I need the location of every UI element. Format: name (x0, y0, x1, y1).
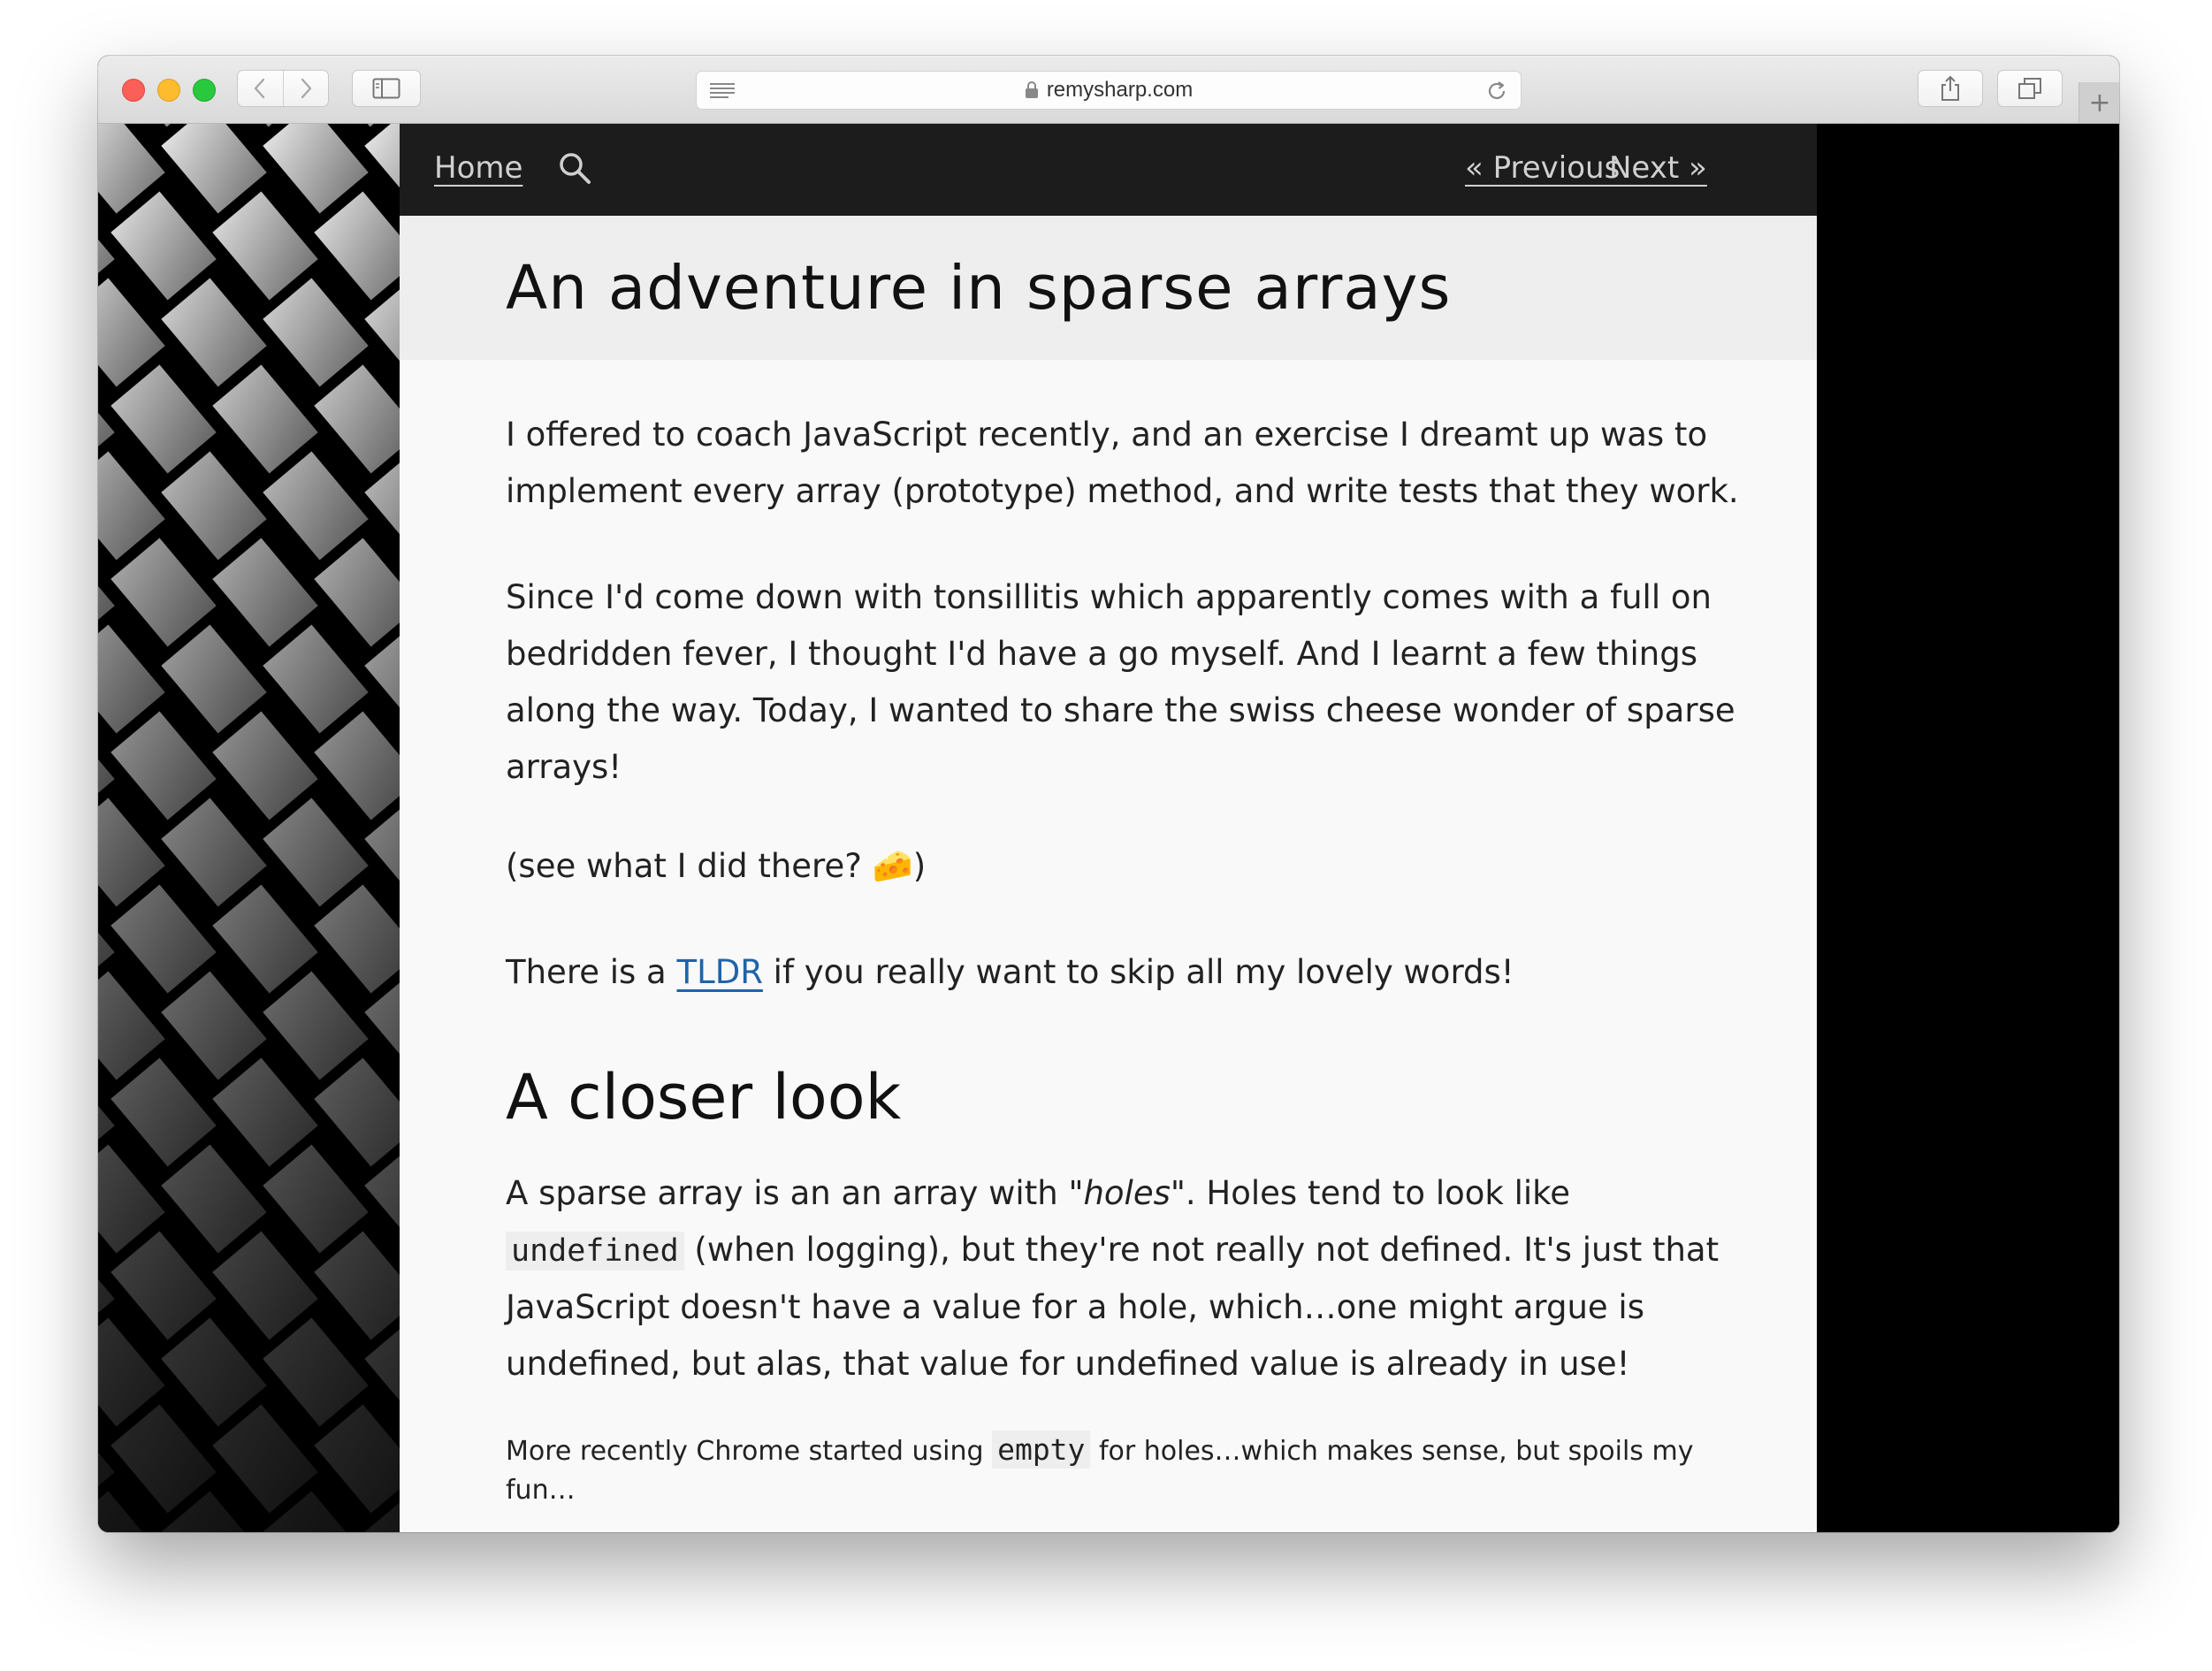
reader-icon[interactable] (709, 81, 736, 104)
tldr-link[interactable]: TLDR (676, 953, 763, 991)
inline-code: undefined (506, 1232, 684, 1270)
emphasis: "holes" (1068, 1174, 1186, 1212)
paragraph-text: (when logging), but they're not really not defined. It's just that JavaScript doesn't have a value for a hole, which…one might argue is undefined, but alas, that value for undefined value is already in use! (506, 1231, 1720, 1383)
decorative-pattern (98, 124, 400, 1532)
paragraph (506, 838, 926, 895)
pattern-square (161, 972, 266, 1080)
pattern-square (314, 1405, 400, 1514)
paragraph (506, 1431, 1743, 1510)
pattern-square (111, 1405, 216, 1514)
zoom-window-button[interactable] (193, 79, 216, 102)
paragraph-text: A sparse array is an an array with (506, 1174, 1069, 1212)
article-column (400, 124, 1817, 1532)
pattern-square (111, 365, 216, 474)
title-band (400, 216, 1817, 360)
pattern-square (161, 625, 266, 734)
paragraph-text: ) (912, 847, 927, 885)
cheese-emoji: 🧀 (872, 847, 913, 885)
pattern-square (314, 712, 400, 820)
pattern-square (111, 538, 216, 647)
minimize-window-button[interactable] (157, 79, 180, 102)
back-button[interactable] (238, 71, 283, 106)
pattern-square (263, 798, 368, 907)
plus-icon: + (2088, 87, 2111, 118)
pattern-square (263, 625, 368, 734)
pattern-square (212, 885, 317, 994)
pattern-square (161, 278, 266, 387)
pattern-square (161, 1318, 266, 1427)
pattern-square (161, 452, 266, 561)
home-link[interactable]: Home (434, 150, 523, 186)
paragraph-text: There is a (506, 953, 677, 991)
back-forward-group (237, 70, 329, 107)
url-text: remysharp.com (1046, 78, 1194, 102)
pattern-square (212, 192, 317, 301)
pattern-square (212, 712, 317, 820)
address-bar[interactable] (696, 71, 1522, 110)
next-post-link[interactable]: Next » (1609, 150, 1707, 186)
pattern-square (111, 1058, 216, 1167)
section-heading: A closer look (506, 1061, 902, 1133)
forward-button[interactable] (283, 71, 329, 106)
pattern-square (314, 885, 400, 994)
paragraph-text: More recently Chrome started using (506, 1436, 993, 1467)
paragraph-text: for holes…which makes sense, but spoils my fun… (506, 1436, 1694, 1506)
browser-window (98, 56, 2119, 1532)
new-tab-button[interactable] (2079, 82, 2119, 123)
show-tabs-button[interactable] (1997, 70, 2063, 107)
share-button[interactable] (1918, 70, 1983, 107)
pattern-square (212, 1232, 317, 1340)
browser-toolbar (98, 56, 2119, 124)
sidebar-button[interactable] (352, 70, 421, 107)
pattern-square (263, 1318, 368, 1427)
pattern-square (263, 972, 368, 1080)
share-icon (1939, 75, 1962, 102)
pattern-square (111, 1232, 216, 1340)
tabs-icon (2017, 77, 2042, 100)
pattern-square (161, 798, 266, 907)
pattern-square (111, 192, 216, 301)
pattern-square (314, 538, 400, 647)
sidebar-icon (372, 78, 400, 99)
paragraph-text: if you really want to skip all my lovely words! (762, 953, 1514, 991)
paragraph (506, 944, 1514, 1001)
paragraph (506, 1165, 1743, 1392)
paragraph: Since I'd come down with tonsillitis which apparently comes with a full on bedridden fever, I thought I'd have a go myself. And I learnt a few things along the way. Today, I wanted to share the swiss cheese wonder of sparse arrays! (506, 578, 1735, 786)
pattern-square (212, 1405, 317, 1514)
inline-code: empty (992, 1431, 1090, 1469)
search-icon[interactable] (557, 150, 592, 189)
right-background (1817, 124, 2119, 1532)
site-navigation (400, 124, 1817, 216)
page-viewport (98, 124, 2119, 1532)
close-window-button[interactable] (122, 79, 145, 102)
page-title: An adventure in sparse arrays (506, 253, 1452, 324)
lock-icon (1025, 81, 1039, 99)
pattern-square (263, 1145, 368, 1254)
pattern-square (263, 452, 368, 561)
pattern-square (263, 278, 368, 387)
paragraph-text: (see what I did there? (506, 847, 873, 885)
paragraph: I offered to coach JavaScript recently, and an exercise I dreamt up was to implement every array (prototype) method, and write tests that they work. (506, 416, 1739, 510)
pattern-square (161, 1145, 266, 1254)
pattern-square (111, 712, 216, 820)
pattern-square (212, 1058, 317, 1167)
chevron-left-icon (253, 77, 267, 100)
pattern-square (314, 192, 400, 301)
pattern-square (212, 365, 317, 474)
pattern-square (111, 885, 216, 994)
url-display (1025, 78, 1193, 103)
chevron-right-icon (299, 77, 313, 100)
pattern-square (212, 538, 317, 647)
pattern-square (314, 1232, 400, 1340)
paragraph-text: . Holes tend to look like (1185, 1174, 1571, 1212)
pattern-square (314, 1058, 400, 1167)
previous-post-link[interactable]: « Previous (1465, 150, 1621, 186)
pattern-square (314, 365, 400, 474)
reload-icon[interactable] (1485, 80, 1508, 106)
